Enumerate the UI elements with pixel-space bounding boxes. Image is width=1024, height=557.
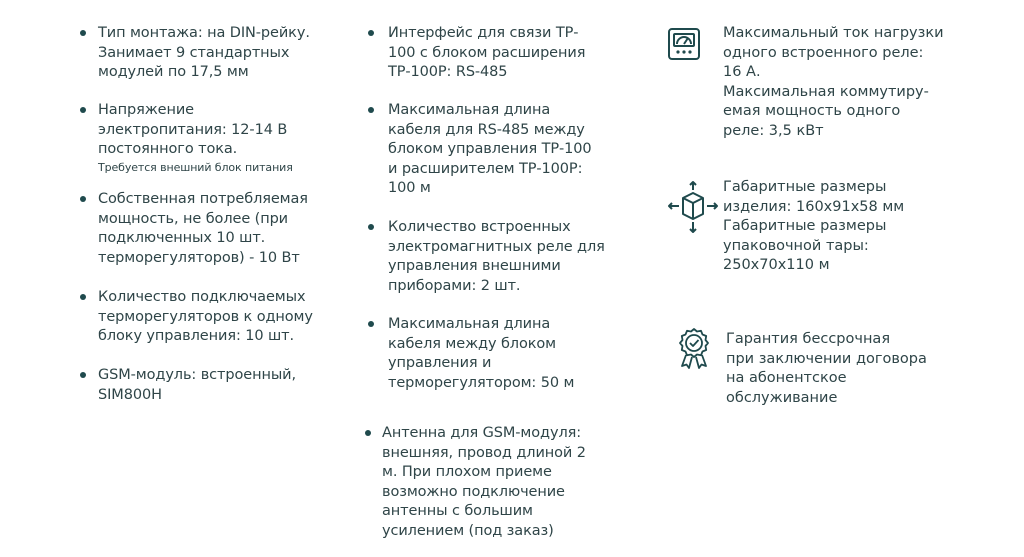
spec-note: Требуется внешний блок питания	[98, 160, 293, 174]
bullet-dot	[368, 321, 374, 327]
spec-text: Тип монтажа: на DIN-рейку. Занимает 9 стандартных модулей по 17,5 мм	[98, 25, 310, 80]
list-item	[98, 101, 293, 175]
list-item	[388, 24, 585, 83]
spec-text: Максимальный ток нагрузки одного встроенного реле: 16 А. Максимальная коммутиру- емая мощность одного реле: 3,5 кВт	[723, 25, 944, 139]
list-item	[98, 24, 310, 83]
spec-text: Максимальная длина кабеля для RS-485 между блоком управления ТР-100 и расширителем ТР-100Р: 100 м	[388, 102, 592, 196]
bullet-dot	[80, 30, 86, 36]
list-item	[388, 101, 592, 199]
list-item	[388, 315, 574, 393]
meter-icon	[666, 26, 702, 62]
list-item	[382, 424, 586, 541]
bullet-dot	[80, 107, 86, 113]
box-dimensions-icon	[665, 180, 721, 236]
bullet-dot	[80, 196, 86, 202]
bullet-dot	[368, 224, 374, 230]
spec-text: Количество встроенных электромагнитных реле для управления внешними приборами: 2 шт.	[388, 219, 605, 294]
list-item	[98, 288, 313, 347]
list-item	[98, 190, 308, 268]
list-item	[388, 218, 605, 296]
bullet-dot	[368, 30, 374, 36]
spec-text: Собственная потребляемая мощность, не более (при подключенных 10 шт. терморегуляторов) - 10 Вт	[98, 191, 308, 266]
spec-text: Гарантия бессрочная при заключении договора на абонентское обслуживание	[726, 331, 927, 406]
spec-text: Габаритные размеры изделия: 160х91х58 мм Габаритные размеры упаковочной тары: 250х70х110 м	[723, 179, 905, 273]
bullet-dot	[80, 294, 86, 300]
spec-text: Напряжение электропитания: 12-14 В постоянного тока.	[98, 102, 288, 157]
spec-text: Интерфейс для связи ТР- 100 с блоком расширения ТР-100Р: RS-485	[388, 25, 586, 80]
spec-text: Максимальная длина кабеля между блоком управления и терморегулятором: 50 м	[388, 316, 575, 391]
list-item	[98, 366, 296, 405]
spec-text: GSM-модуль: встроенный, SIM800H	[98, 367, 297, 403]
bullet-dot	[365, 430, 371, 436]
bullet-dot	[368, 107, 374, 113]
bullet-dot	[80, 372, 86, 378]
spec-text: Антенна для GSM-модуля: внешняя, провод длиной 2 м. При плохом приеме возможно подключение антенны с большим усилением (под заказ)	[382, 425, 586, 539]
warranty-badge-icon	[676, 327, 712, 369]
spec-text: Количество подключаемых терморегуляторов к одному блоку управления: 10 шт.	[98, 289, 313, 344]
